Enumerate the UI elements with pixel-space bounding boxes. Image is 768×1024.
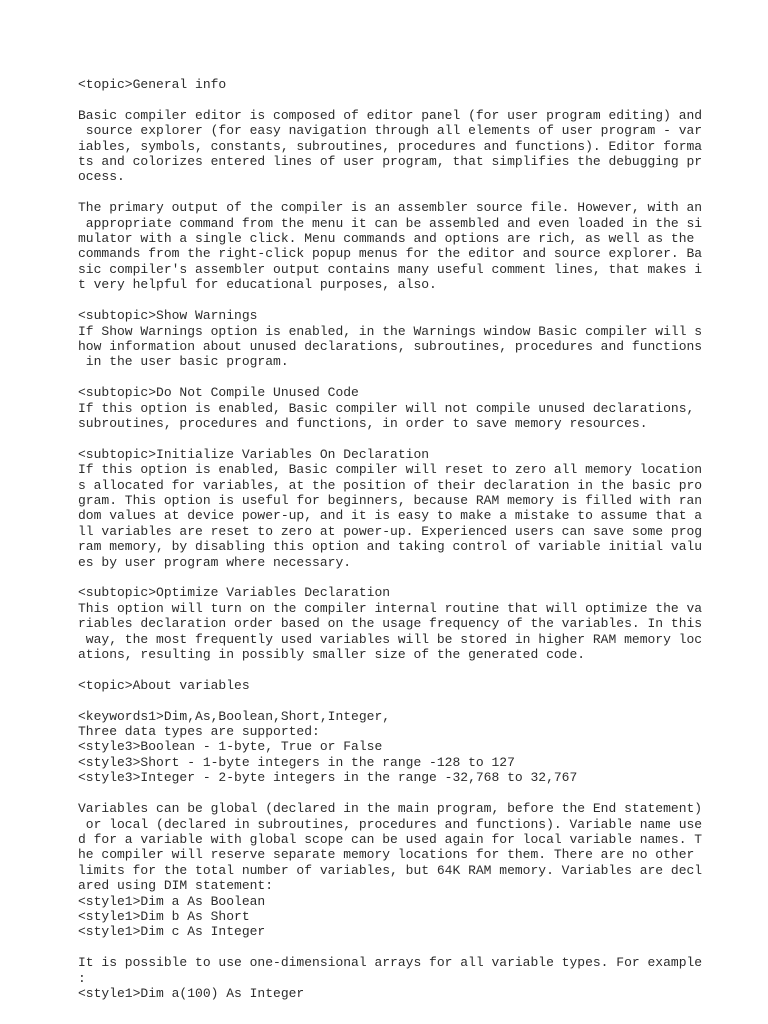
text-line: or local (declared in subroutines, procedures and functions). Variable name use bbox=[78, 816, 703, 832]
text-line: s allocated for variables, at the position of their declaration in the basic pro bbox=[78, 477, 703, 493]
text-line: If this option is enabled, Basic compiler will not compile unused declarations, bbox=[78, 400, 695, 416]
text-line bbox=[78, 431, 698, 446]
text-line: gram. This option is useful for beginners, because RAM memory is filled with ran bbox=[78, 492, 703, 508]
text-line: es by user program where necessary. bbox=[78, 554, 352, 570]
text-line: appropriate command from the menu it can be assembled and even loaded in the si bbox=[78, 215, 703, 231]
text-line: Basic compiler editor is composed of editor panel (for user program editing) and bbox=[78, 107, 703, 123]
text-line: commands from the right-click popup menus for the editor and source explorer. Ba bbox=[78, 246, 703, 262]
text-line: ll variables are reset to zero at power-up. Experienced users can save some prog bbox=[78, 523, 703, 539]
text-line: <style3>Integer - 2-byte integers in the range -32,768 to 32,767 bbox=[78, 770, 578, 786]
text-line: ared using DIM statement: bbox=[78, 878, 274, 894]
text-line: <subtopic>Show Warnings bbox=[78, 308, 258, 324]
text-line bbox=[78, 293, 698, 308]
text-line: <keywords1>Dim,As,Boolean,Short,Integer, bbox=[78, 708, 391, 724]
text-line bbox=[78, 693, 698, 708]
text-line: source explorer (for easy navigation through all elements of user program - var bbox=[78, 123, 703, 139]
text-line: iables, symbols, constants, subroutines, procedures and functions). Editor forma bbox=[78, 138, 703, 154]
text-line: <subtopic>Optimize Variables Declaration bbox=[78, 585, 391, 601]
text-line bbox=[78, 370, 698, 385]
text-line bbox=[78, 786, 698, 801]
text-line bbox=[78, 92, 698, 107]
text-line: <subtopic>Initialize Variables On Declaration bbox=[78, 446, 430, 462]
text-line: t very helpful for educational purposes, also. bbox=[78, 277, 437, 293]
text-line: mulator with a single click. Menu commands and options are rich, as well as the bbox=[78, 231, 695, 247]
text-line: <style1>Dim a(100) As Integer bbox=[78, 985, 305, 1001]
text-line: Three data types are supported: bbox=[78, 724, 320, 740]
text-line: Variables can be global (declared in the main program, before the End statement) bbox=[78, 801, 703, 817]
text-line: dom values at device power-up, and it is easy to make a mistake to assume that a bbox=[78, 508, 703, 524]
text-line bbox=[78, 940, 698, 955]
text-line bbox=[78, 185, 698, 200]
text-line: If this option is enabled, Basic compiler will reset to zero all memory location bbox=[78, 462, 703, 478]
text-line: he compiler will reserve separate memory locations for them. There are no other bbox=[78, 847, 695, 863]
text-line: If Show Warnings option is enabled, in the Warnings window Basic compiler will s bbox=[78, 323, 703, 339]
text-line: subroutines, procedures and functions, in order to save memory resources. bbox=[78, 415, 648, 431]
text-line: how information about unused declarations, subroutines, procedures and functions bbox=[78, 338, 703, 354]
text-line: : bbox=[78, 970, 86, 986]
text-line: <topic>About variables bbox=[78, 677, 250, 693]
text-line: ts and colorizes entered lines of user program, that simplifies the debugging pr bbox=[78, 154, 703, 170]
text-line: <subtopic>Do Not Compile Unused Code bbox=[78, 385, 359, 401]
text-line: <style3>Short - 1-byte integers in the range -128 to 127 bbox=[78, 754, 515, 770]
text-line: <topic>General info bbox=[78, 77, 227, 92]
text-line: <style3>Boolean - 1-byte, True or False bbox=[78, 739, 383, 755]
text-line: <style1>Dim a As Boolean bbox=[78, 893, 266, 909]
text-line: <style1>Dim b As Short bbox=[78, 908, 250, 924]
text-line: limits for the total number of variables, but 64K RAM memory. Variables are decl bbox=[78, 862, 703, 878]
text-line: sic compiler's assembler output contains many useful comment lines, that makes i bbox=[78, 261, 703, 277]
text-line: in the user basic program. bbox=[78, 354, 289, 370]
text-line: d for a variable with global scope can be used again for local variable names. T bbox=[78, 831, 703, 847]
text-line bbox=[78, 570, 698, 585]
text-line: ations, resulting in possibly smaller size of the generated code. bbox=[78, 647, 586, 663]
text-line: <style1>Dim c As Integer bbox=[78, 924, 266, 940]
text-line: riables declaration order based on the usage frequency of the variables. In this bbox=[78, 616, 703, 632]
text-line bbox=[78, 662, 698, 677]
text-line: ram memory, by disabling this option and taking control of variable initial valu bbox=[78, 539, 703, 555]
text-line: ocess. bbox=[78, 169, 125, 185]
document-text bbox=[78, 77, 703, 1001]
text-line: way, the most frequently used variables will be stored in higher RAM memory loc bbox=[78, 631, 703, 647]
text-line: It is possible to use one-dimensional arrays for all variable types. For example bbox=[78, 955, 703, 971]
text-line: The primary output of the compiler is an assembler source file. However, with an bbox=[78, 200, 703, 216]
text-line: This option will turn on the compiler internal routine that will optimize the va bbox=[78, 600, 703, 616]
